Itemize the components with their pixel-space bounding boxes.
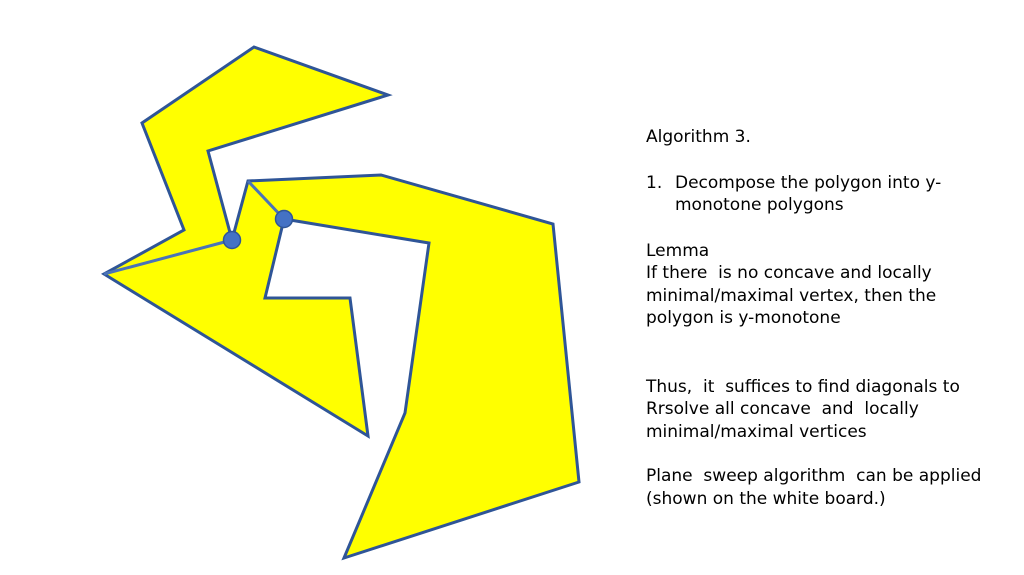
step-number: 1. — [646, 172, 663, 193]
lemma-block — [646, 240, 1006, 330]
step-item — [646, 172, 1006, 217]
plane-sweep-paragraph: Plane sweep algorithm can be applied (shown on the white board.) — [646, 466, 987, 509]
steps-list — [646, 172, 1006, 217]
text-panel — [646, 126, 1006, 510]
step-text: Decompose the polygon into y-monotone polygons — [675, 172, 942, 215]
yellow-polygon — [104, 47, 579, 558]
lemma-title: Lemma — [646, 240, 710, 261]
lemma-text: If there is no concave and locally minimal/maximal vertex, then the polygon is y-monotone — [646, 263, 942, 328]
algorithm-heading: Algorithm 3. — [646, 127, 751, 147]
thus-paragraph: Thus, it suffices to find diagonals to Rrsolve all concave and locally minimal/maximal vertices — [646, 376, 966, 442]
concave-vertex-right — [276, 211, 293, 228]
concave-vertex-left — [224, 232, 241, 249]
